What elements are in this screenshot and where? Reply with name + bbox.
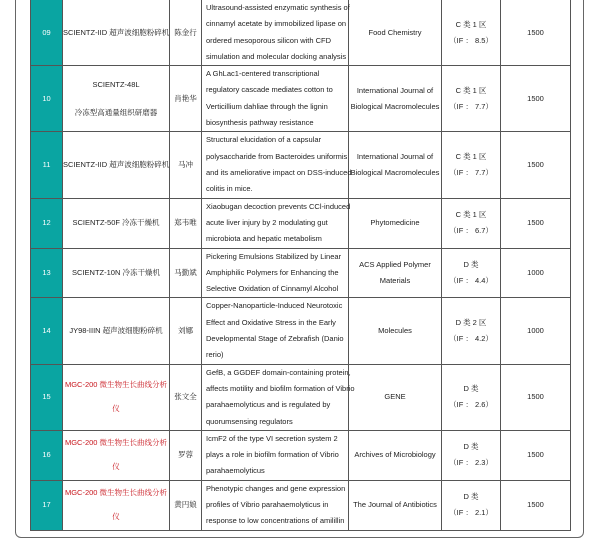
cell-text: 仪 — [112, 462, 120, 472]
cell-text: regulatory cascade mediates cotton to — [206, 85, 333, 95]
author-cell — [170, 480, 202, 530]
cell-text: Archives of Microbiology — [354, 450, 436, 460]
cell-text: 仪 — [112, 404, 120, 414]
table-row — [31, 0, 571, 66]
row-number — [31, 66, 63, 132]
cell-text: Pickering Emulsions Stabilized by Linear — [206, 251, 342, 261]
journal-cell — [349, 480, 442, 530]
cell-text: International Journal of — [356, 151, 434, 161]
amount-cell — [501, 480, 571, 530]
author-cell — [170, 132, 202, 198]
cell-text: Phytomedicine — [370, 218, 420, 228]
table-row — [31, 480, 571, 530]
instrument-cell — [63, 66, 170, 132]
author-cell — [170, 298, 202, 364]
cell-text: simulation and molecular docking analysis — [206, 51, 347, 61]
author-cell — [170, 0, 202, 66]
cell-text: MGC-200 微生物生长曲线分析 — [64, 438, 168, 448]
cell-text: SCIENTZ-IID 超声波细胞粉碎机 — [63, 159, 170, 169]
cell-text: Food Chemistry — [368, 27, 422, 37]
paper-title-cell — [202, 430, 349, 480]
category-cell — [442, 364, 501, 430]
cell-text: response to low concentrations of amilillin — [206, 516, 345, 526]
row-number — [31, 248, 63, 298]
author-cell — [170, 248, 202, 298]
cell-text: affects motility and biofilm formation of Vibrio — [206, 383, 355, 393]
cell-text: C 类 1 区 — [455, 85, 487, 95]
cell-text: The Journal of Antibiotics — [353, 500, 437, 510]
instrument-cell — [63, 248, 170, 298]
instrument-cell — [63, 480, 170, 530]
cell-text: microbiota and hepatic metabolism — [206, 234, 322, 244]
cell-text: quorumsensing regulators — [206, 416, 293, 426]
cell-text: A GhLac1-centered transcriptional — [206, 69, 320, 79]
cell-text: Phenotypic changes and gene expression — [206, 483, 346, 493]
cell-text: Copper-Nanoparticle-Induced Neurotoxic — [206, 301, 343, 311]
cell-text: （IF ： 2.6） — [449, 400, 493, 410]
cell-text: Biological Macromolecules — [350, 101, 440, 111]
cell-text: International Journal of — [356, 85, 434, 95]
category-cell — [442, 480, 501, 530]
paper-title-cell — [202, 132, 352, 198]
table-row — [31, 298, 571, 364]
paper-title-cell — [202, 66, 349, 132]
author-cell — [170, 430, 202, 480]
cell-text: （IF ： 4.2） — [449, 334, 493, 344]
cell-text: SCIENTZ-50F 冷冻干燥机 — [72, 218, 160, 228]
cell-text: （IF ： 6.7） — [449, 226, 493, 236]
cell-text: C 类 1 区 — [455, 151, 487, 161]
cell-text: 黄円娘 — [174, 500, 197, 510]
journal-cell — [349, 430, 442, 480]
row-number — [31, 430, 63, 480]
table-row — [31, 198, 571, 248]
paper-title-cell — [202, 0, 349, 66]
cell-text: 1000 — [527, 326, 544, 336]
cell-text: 1500 — [527, 392, 544, 402]
cell-text: parahaemolyticus and is regulated by — [206, 400, 331, 410]
cell-text: （IF ： 4.4） — [449, 276, 493, 285]
paper-title-cell — [202, 248, 349, 298]
cell-text: 11 — [42, 159, 51, 169]
instrument-cell — [63, 132, 170, 198]
cell-text: 15 — [42, 392, 51, 402]
row-number — [31, 298, 63, 364]
category-cell — [442, 298, 501, 364]
table-row — [31, 248, 571, 298]
cell-text: D 类 2 区 — [455, 318, 487, 328]
cell-text: （IF ： 2.3） — [449, 458, 493, 468]
instrument-cell — [63, 298, 170, 364]
author-cell — [170, 66, 202, 132]
cell-text: （IF ： 8.5） — [449, 35, 493, 45]
author-cell — [170, 364, 202, 430]
cell-text: 1500 — [527, 93, 544, 103]
journal-cell — [349, 248, 442, 298]
cell-text: 仪 — [112, 512, 120, 522]
category-cell — [442, 132, 501, 198]
row-number — [31, 480, 63, 530]
cell-text: MGC-200 微生物生长曲线分析 — [64, 380, 168, 390]
cell-text: D 类 — [463, 384, 479, 394]
amount-cell — [501, 298, 571, 364]
cell-text: Xiaobugan decoction prevents CCl-induced — [206, 201, 351, 211]
cell-text: （IF ： 7.7） — [449, 101, 493, 111]
cell-text: Effect and Oxidative Stress in the Early — [206, 317, 336, 327]
cell-text: 刘娜 — [178, 326, 193, 336]
row-number — [31, 0, 63, 66]
cell-text: Materials — [379, 276, 411, 285]
cell-text: biosynthesis pathway resistance — [206, 118, 314, 128]
cell-text: MGC-200 微生物生长曲线分析 — [64, 488, 168, 498]
cell-text: Molecules — [378, 326, 412, 336]
cell-text: 1500 — [527, 500, 544, 510]
amount-cell — [501, 364, 571, 430]
cell-text: colitis in mice. — [206, 184, 253, 194]
cell-text: profiles of Vibrio parahaemolyticus in — [206, 500, 329, 510]
cell-text: IcmF2 of the type VI secretion system 2 — [206, 433, 338, 443]
journal-cell — [349, 198, 442, 248]
instrument-cell — [63, 364, 170, 430]
cell-text: SCIENTZ-IID 超声波细胞粉碎机 — [63, 27, 170, 37]
cell-text: polysaccharide from Bacteroides uniformis — [206, 151, 348, 161]
cell-text: cinnamyl acetate by immobilized lipase on — [206, 19, 347, 29]
row-number — [31, 132, 63, 198]
cell-text: ordered mesoporous silicon with CFD — [206, 35, 332, 45]
cell-text: and its ameliorative impact on DSS-induced — [206, 167, 352, 177]
cell-text: D 类 — [463, 260, 479, 269]
cell-text: GefB, a GGDEF domain-containing protein, — [206, 367, 351, 377]
amount-cell — [501, 248, 571, 298]
cell-text: 17 — [42, 500, 51, 510]
category-cell — [442, 198, 501, 248]
table-row — [31, 430, 571, 480]
journal-cell — [349, 66, 442, 132]
cell-text: 1000 — [527, 268, 544, 277]
paper-title-cell — [202, 364, 355, 430]
journal-cell — [349, 132, 442, 198]
author-cell — [170, 198, 202, 248]
cell-text: ACS Applied Polymer — [359, 260, 431, 269]
table-row — [31, 132, 571, 198]
publication-table — [30, 0, 571, 531]
cell-text: 马冲 — [178, 159, 193, 169]
cell-text: Structural elucidation of a capsular — [206, 135, 322, 145]
cell-text: plays a role in biofilm formation of Vibrio — [206, 450, 339, 460]
paper-title-cell — [202, 480, 349, 530]
journal-cell — [349, 364, 442, 430]
cell-text: Amphiphilic Polymers for Enhancing the — [206, 267, 339, 277]
category-cell — [442, 66, 501, 132]
cell-text: SCIENTZ-10N 冷冻干燥机 — [72, 268, 160, 277]
cell-text: Ultrasound-assisted enzymatic synthesis of — [206, 3, 350, 12]
cell-text: 1500 — [527, 159, 544, 169]
cell-text: C 类 1 区 — [455, 19, 487, 29]
cell-text: 14 — [42, 326, 51, 336]
cell-text: 1500 — [527, 27, 544, 37]
journal-cell — [349, 298, 442, 364]
cell-text: 张文全 — [174, 392, 197, 402]
cell-text: 13 — [42, 268, 51, 277]
cell-text: 12 — [42, 218, 51, 228]
journal-cell — [349, 0, 442, 66]
cell-text: C 类 1 区 — [455, 210, 487, 220]
cell-text: SCIENTZ-48L — [92, 79, 140, 89]
cell-text: GENE — [384, 392, 406, 402]
paper-title-cell — [202, 198, 349, 248]
cell-text: 肖艳华 — [174, 93, 197, 103]
amount-cell — [501, 430, 571, 480]
cell-text: 郑韦唯 — [174, 218, 197, 228]
category-cell — [442, 430, 501, 480]
amount-cell — [501, 0, 571, 66]
instrument-cell — [63, 0, 170, 66]
cell-text: 09 — [42, 27, 51, 37]
amount-cell — [501, 132, 571, 198]
cell-text: Verticillium dahliae through the lignin — [206, 101, 328, 111]
category-cell — [442, 0, 501, 66]
paper-title-cell — [202, 298, 349, 364]
table-row — [31, 66, 571, 132]
cell-text: （IF ： 2.1） — [449, 508, 493, 518]
instrument-cell — [63, 430, 170, 480]
row-number — [31, 198, 63, 248]
amount-cell — [501, 66, 571, 132]
cell-text: 1500 — [527, 218, 544, 228]
table-row — [31, 364, 571, 430]
cell-text: parahaemolyticus — [206, 466, 265, 476]
instrument-cell — [63, 198, 170, 248]
cell-text: 罗蓉 — [178, 450, 193, 460]
cell-text: （IF ： 7.7） — [449, 167, 493, 177]
cell-text: 陈金行 — [174, 27, 197, 37]
cell-text: 马勤斌 — [174, 268, 197, 277]
cell-text: 16 — [42, 450, 51, 460]
cell-text: JY98-IIIN 超声波细胞粉碎机 — [69, 326, 163, 336]
cell-text: Selective Oxidation of Cinnamyl Alcohol — [206, 284, 339, 294]
cell-text: 10 — [42, 93, 51, 103]
cell-text: Biological Macromolecules — [350, 167, 440, 177]
amount-cell — [501, 198, 571, 248]
cell-text: acute liver injury by 2 modulating gut — [206, 217, 328, 227]
cell-text: 冷冻型高通量组织研磨器 — [74, 107, 158, 117]
cell-text: Developmental Stage of Zebrafish (Danio — [206, 334, 344, 344]
cell-text: 1500 — [527, 450, 544, 460]
category-cell — [442, 248, 501, 298]
row-number — [31, 364, 63, 430]
cell-text: rerio) — [206, 350, 224, 360]
cell-text: D 类 — [463, 442, 479, 452]
cell-text: D 类 — [463, 492, 479, 502]
